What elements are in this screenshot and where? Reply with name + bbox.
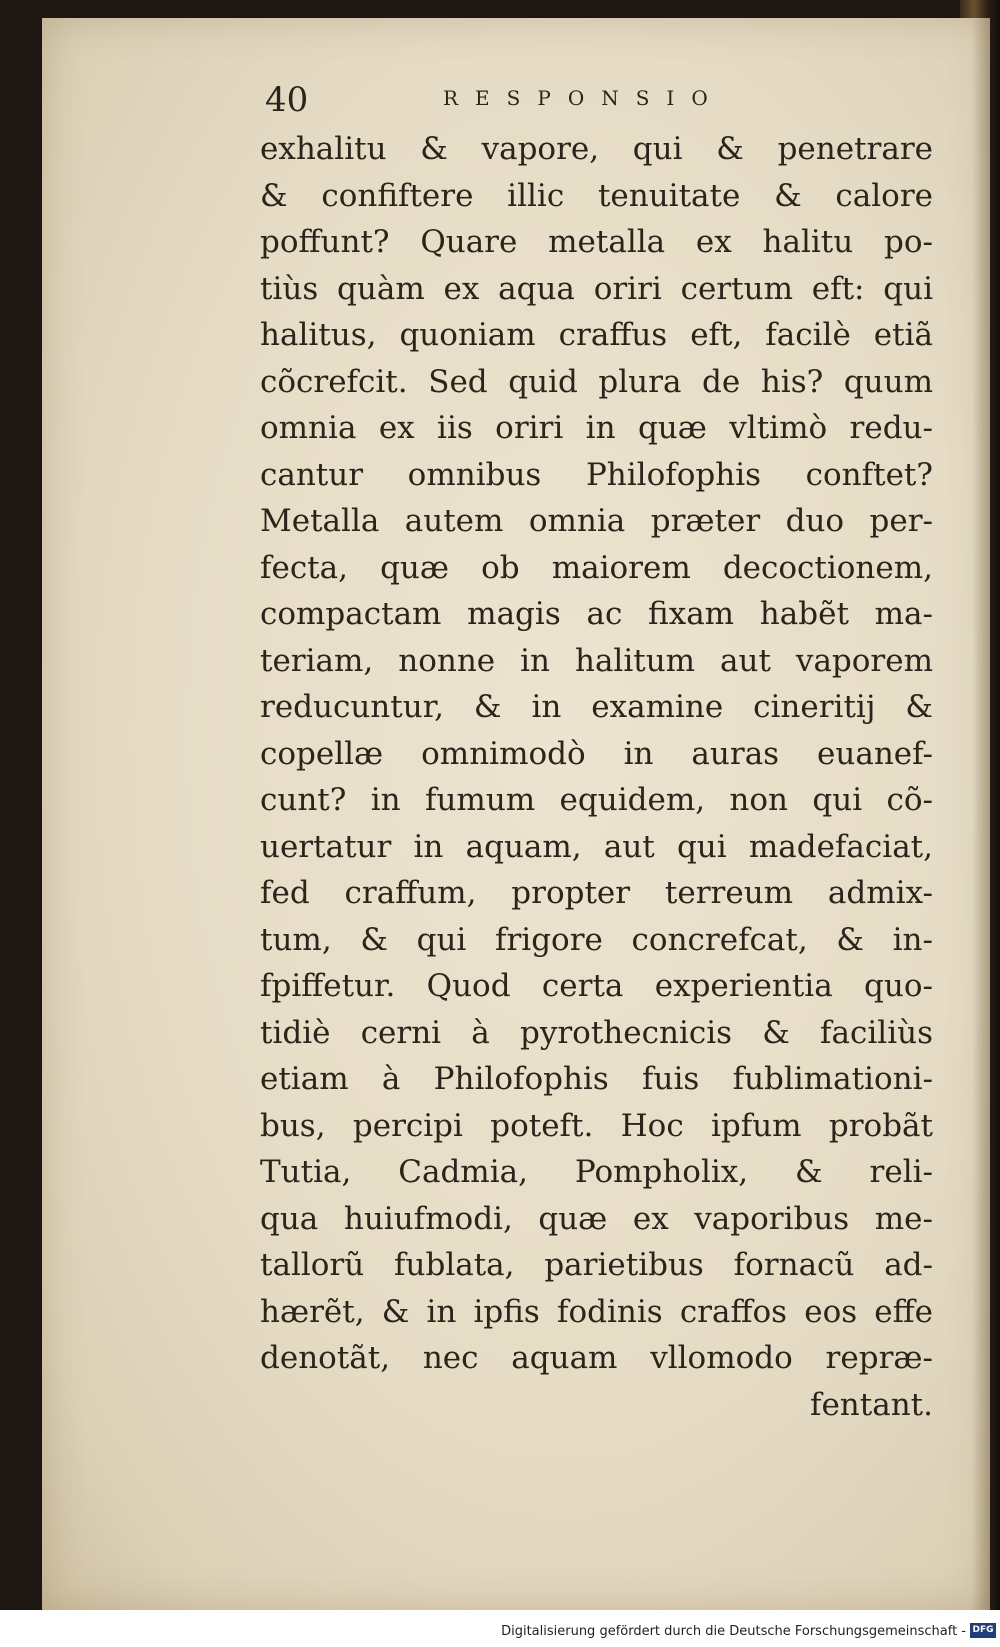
text-line: denotãt, nec aquam vllomodo repræ-: [260, 1340, 933, 1376]
text-line: poffunt? Quare metalla ex halitu po-: [260, 224, 933, 260]
text-line: copellæ omnimodò in auras euanef-: [260, 735, 933, 772]
body-text: [260, 126, 933, 1428]
text-line: fed craffum, propter terreum admix-: [260, 875, 933, 911]
text-line: cunt? in fumum equidem, non qui cõ-: [260, 782, 933, 818]
text-line: halitus, quoniam craffus eft, facilè etiã: [260, 317, 933, 353]
text-line: Tutia, Cadmia, Pompholix, & reli-: [260, 1154, 933, 1190]
text-line: fecta, quæ ob maiorem decoctionem,: [260, 549, 933, 586]
text-line: reducuntur, & in examine cineritij &: [260, 689, 933, 725]
text-line: omnia ex iis oriri in quæ vltimò redu-: [260, 410, 933, 446]
page-number: 40: [265, 80, 309, 120]
text-line: cantur omnibus Philofophis conftet?: [260, 456, 933, 493]
text-line: etiam à Philofophis fuis fublimationi-: [260, 1061, 933, 1097]
text-line: fentant.: [809, 1386, 933, 1423]
digitization-footer: [0, 1610, 1000, 1647]
text-line: tum, & qui frigore concrefcat, & in-: [260, 921, 933, 958]
text-line: tiùs quàm ex aqua oriri certum eft: qui: [260, 270, 933, 307]
funding-credit: Digitalisierung gefördert durch die Deutsche Forschungsgemeinschaft -: [501, 1624, 966, 1639]
text-line: fpiffetur. Quod certa experientia quo-: [260, 968, 933, 1004]
text-line: cõcrefcit. Sed quid plura de his? quum: [260, 363, 933, 400]
text-line: exhalitu & vapore, qui & penetrare: [260, 131, 933, 167]
text-line: qua huiufmodi, quæ ex vaporibus me-: [260, 1200, 933, 1237]
running-head: [265, 80, 825, 120]
text-line: bus, percipi poteft. Hoc ipfum probãt: [260, 1107, 933, 1144]
text-line: tidiè cerni à pyrothecnicis & faciliùs: [260, 1014, 933, 1051]
dfg-logo: DFG: [970, 1623, 996, 1638]
page-edge-shadow: [972, 18, 990, 1610]
text-line: & confiftere illic tenuitate & calore: [260, 177, 933, 214]
text-line: teriam, nonne in halitum aut vaporem: [260, 642, 933, 679]
text-line: compactam magis ac fixam habẽt ma-: [260, 596, 933, 632]
text-line: Metalla autem omnia præter duo per-: [260, 503, 933, 539]
text-line: uertatur in aquam, aut qui madefaciat,: [260, 828, 933, 865]
text-line: hærẽt, & in ipfis fodinis craffos eos effe: [260, 1293, 933, 1330]
running-title: RESPONSIO: [443, 86, 725, 110]
text-line: tallorũ fublata, parietibus fornacũ ad-: [260, 1247, 933, 1283]
